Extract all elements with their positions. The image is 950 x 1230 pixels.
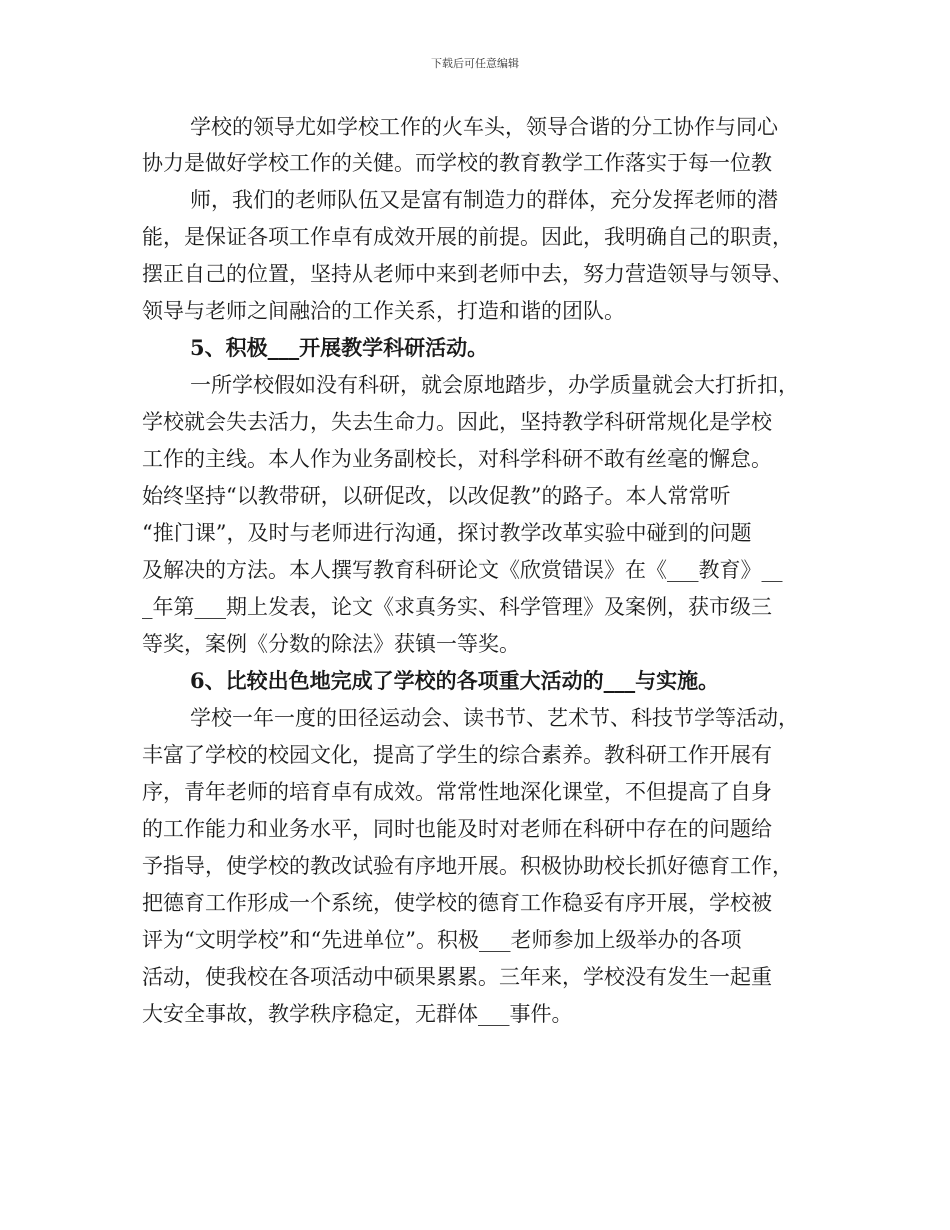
page-header: 下载后可任意编辑 (431, 57, 519, 70)
section-heading: 6、比较出色地完成了学校的各项重大活动的___与实施。 (190, 668, 720, 693)
paragraph-line: 丰富了学校的校园文化，提高了学生的综合素养。教科研工作开展有 (142, 743, 772, 767)
paragraph-line: 协力是做好学校工作的关健。而学校的教育教学工作落实于每一位教 (142, 151, 772, 175)
paragraph-line: 能，是保证各项工作卓有成效开展的前提。因此，我明确自己的职责， (142, 225, 793, 249)
paragraph-line: “推门课”，及时与老师进行沟通，探讨教学改革实验中碰到的问题 (142, 521, 752, 545)
paragraph-line: 一所学校假如没有科研，就会原地踏步，办学质量就会大打折扣， (190, 373, 799, 397)
paragraph-line: 予指导，使学校的教改试验有序地开展。积极协助校长抓好德育工作， (142, 854, 793, 878)
paragraph-line: 学校就会失去活力，失去生命力。因此，坚持教学科研常规化是学校 (142, 410, 772, 434)
paragraph-line: 学校的领导尤如学校工作的火车头，领导合谐的分工协作与同心 (190, 115, 778, 139)
paragraph-line: 大安全事故，教学秩序稳定，无群体___事件。 (142, 1002, 573, 1026)
paragraph-line: 评为“文明学校”和“先进单位”。积极___老师参加上级举办的各项 (142, 928, 742, 952)
paragraph-line: 把德育工作形成一个系统，使学校的德育工作稳妥有序开展，学校被 (142, 891, 772, 915)
section-heading: 5、积极___开展教学科研活动。 (190, 335, 489, 360)
paragraph-line: 工作的主线。本人作为业务副校长，对科学科研不敢有丝毫的懈怠。 (142, 447, 772, 471)
paragraph-line: 师，我们的老师队伍又是富有制造力的群体，充分发挥老师的潜 (190, 188, 778, 212)
paragraph-line: 的工作能力和业务水平，同时也能及时对老师在科研中存在的问题给 (142, 817, 772, 841)
paragraph-line: 及解决的方法。本人撰写教育科研论文《欣赏错误》在《___教育》__ (142, 558, 783, 582)
paragraph-line: 摆正自己的位置，坚持从老师中来到老师中去，努力营造领导与领导、 (142, 262, 793, 286)
paragraph-line: 始终坚持“以教带研，以研促改，以改促教”的路子。本人常常听 (142, 484, 731, 508)
paragraph-line: 学校一年一度的田径运动会、读书节、艺术节、科技节学等活动， (190, 706, 799, 730)
paragraph-line: _年第___期上发表，论文《求真务实、科学管理》及案例，获市级三 (142, 595, 772, 619)
paragraph-line: 领导与老师之间融洽的工作关系，打造和谐的团队。 (142, 299, 625, 323)
paragraph-line: 等奖，案例《分数的除法》获镇一等奖。 (142, 632, 520, 656)
paragraph-line: 活动，使我校在各项活动中硕果累累。三年来，学校没有发生一起重 (142, 965, 772, 989)
paragraph-line: 序，青年老师的培育卓有成效。常常性地深化课堂，不但提高了自身 (142, 780, 772, 804)
